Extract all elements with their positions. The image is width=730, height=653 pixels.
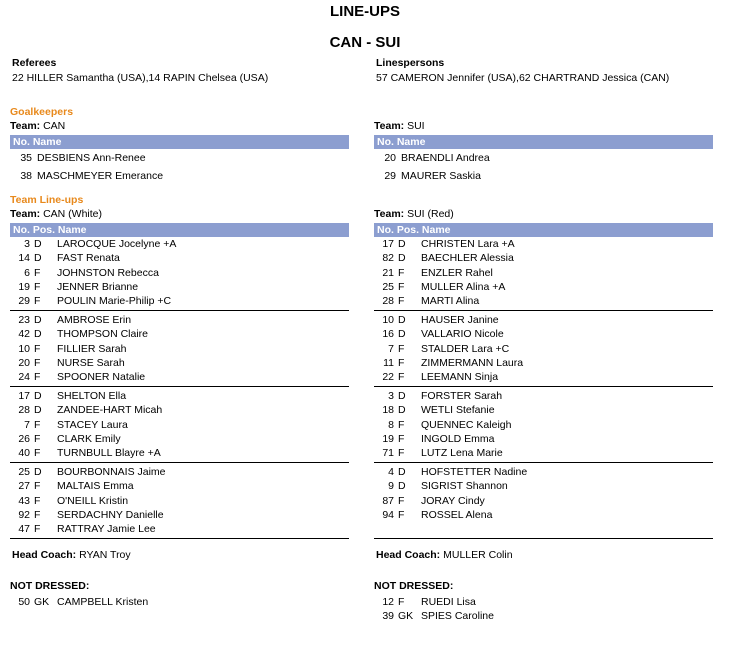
player-name: THOMPSON Claire [57, 328, 149, 341]
player-name: ROSSEL Alena [421, 508, 493, 521]
player-number: 3 [388, 390, 394, 402]
page-title: LINE-UPS [329, 3, 400, 20]
gk-row: 38 MASCHMEYER Emerance [20, 170, 164, 182]
player-number: 16 [382, 328, 394, 341]
player-position: D [398, 252, 406, 265]
line-separator [10, 538, 349, 539]
player-number: 47 [18, 523, 30, 536]
linespersons-label: Linespersons [376, 57, 445, 69]
not-dressed-label-left: NOT DRESSED: [10, 580, 90, 592]
player-name: ENZLER Rahel [421, 266, 493, 279]
lineup-header-left: No. Pos. Name [10, 223, 349, 237]
player-position: D [398, 328, 406, 341]
player-number: 28 [382, 295, 394, 308]
player-position: F [398, 342, 405, 355]
player-number: 10 [382, 314, 394, 326]
player-position: F [34, 280, 41, 293]
player-name: MARTI Alina [421, 295, 480, 308]
player-row [10, 418, 349, 432]
player-row [10, 251, 349, 265]
player-number: 25 [382, 280, 394, 293]
player-name: SIGRIST Shannon [421, 480, 508, 493]
player-row [374, 508, 713, 522]
lineup-team-left: Team: CAN (White) [10, 208, 102, 220]
line-separator [10, 386, 349, 387]
player-position: D [34, 404, 42, 417]
player-row [374, 356, 713, 370]
player-row [10, 280, 349, 294]
player-number: 29 [18, 295, 30, 308]
player-row [374, 237, 713, 251]
player-name: HAUSER Janine [421, 314, 499, 326]
match-title: CAN - SUI [329, 34, 401, 51]
player-number: 20 [18, 356, 30, 369]
player-position: F [398, 447, 405, 460]
line-block [374, 389, 713, 465]
player-row [10, 522, 349, 536]
player-position: F [34, 356, 41, 369]
player-number: 19 [18, 280, 30, 293]
line-separator [374, 310, 713, 311]
referees-label: Referees [12, 57, 57, 69]
gk-header-right: No. Name [374, 135, 713, 149]
player-name: STALDER Lara +C [421, 342, 510, 355]
player-position: D [398, 238, 406, 250]
player-position: F [398, 356, 405, 369]
line-block [10, 237, 349, 313]
player-number: 21 [382, 266, 394, 279]
player-number: 26 [18, 432, 30, 445]
player-position: D [34, 328, 42, 341]
player-row [10, 389, 349, 403]
line-separator [374, 462, 713, 463]
player-position: F [34, 342, 41, 355]
player-position: F [34, 371, 41, 384]
player-position: D [398, 390, 406, 402]
player-number: 23 [18, 314, 30, 326]
player-name: SERDACHNY Danielle [57, 508, 164, 521]
player-number: 87 [382, 494, 394, 507]
player-number: 40 [18, 447, 30, 460]
player-position: D [34, 390, 42, 402]
player-name: STACEY Laura [57, 418, 128, 431]
player-name: TURNBULL Blayre +A [57, 447, 161, 460]
player-name: BAECHLER Alessia [421, 252, 514, 265]
player-number: 24 [18, 371, 30, 384]
player-number: 14 [18, 252, 30, 265]
player-row [374, 342, 713, 356]
player-row [374, 313, 713, 327]
player-position: F [34, 418, 41, 431]
lineups-section-label: Team Line-ups [10, 194, 84, 206]
player-number: 4 [388, 466, 394, 478]
player-position: F [34, 480, 41, 493]
not-dressed-row: 50 GK CAMPBELL Kristen [18, 596, 149, 608]
player-name: LUTZ Lena Marie [421, 447, 503, 460]
gk-row: 29 MAURER Saskia [384, 170, 481, 182]
player-name: JORAY Cindy [421, 494, 485, 507]
player-name: NURSE Sarah [57, 356, 125, 369]
player-position: F [34, 266, 41, 279]
player-row [374, 266, 713, 280]
line-separator [10, 462, 349, 463]
player-name: CLARK Emily [57, 432, 121, 445]
player-position: D [398, 314, 406, 326]
gk-header-left: No. Name [10, 135, 349, 149]
player-name: HOFSTETTER Nadine [421, 466, 528, 478]
player-row [374, 465, 713, 479]
player-number: 71 [382, 447, 394, 460]
player-position: D [34, 252, 42, 265]
player-position: F [34, 295, 41, 308]
player-name: WETLI Stefanie [421, 404, 495, 417]
player-row [10, 432, 349, 446]
referees-value: 22 HILLER Samantha (USA),14 RAPIN Chelsea (USA) [12, 72, 269, 84]
player-number: 94 [382, 508, 394, 521]
player-row [374, 251, 713, 265]
head-coach-right: Head Coach: MULLER Colin [376, 549, 513, 561]
player-number: 42 [18, 328, 30, 341]
line-block [10, 389, 349, 465]
player-row [10, 342, 349, 356]
player-number: 6 [24, 266, 30, 279]
player-row [374, 418, 713, 432]
not-dressed-label-right: NOT DRESSED: [374, 580, 454, 592]
player-number: 19 [382, 432, 394, 445]
head-coach-left: Head Coach: RYAN Troy [12, 549, 131, 561]
player-position: F [34, 523, 41, 536]
player-number: 9 [388, 480, 394, 493]
gk-list-left [10, 151, 349, 187]
player-row [374, 403, 713, 417]
player-name: FORSTER Sarah [421, 390, 503, 402]
player-row [10, 403, 349, 417]
player-row [10, 479, 349, 493]
lineup-team-right: Team: SUI (Red) [374, 208, 454, 220]
player-name: ZIMMERMANN Laura [421, 356, 524, 369]
player-position: F [398, 508, 405, 521]
player-position: F [398, 418, 405, 431]
lineup-list-right [374, 237, 713, 541]
line-separator [374, 386, 713, 387]
player-number: 17 [382, 238, 394, 250]
player-row [374, 389, 713, 403]
player-name: SPOONER Natalie [57, 371, 146, 384]
player-row [10, 446, 349, 460]
player-row [374, 446, 713, 460]
player-name: JOHNSTON Rebecca [57, 266, 159, 279]
player-number: 82 [382, 252, 394, 265]
player-row [10, 327, 349, 341]
player-position: F [34, 508, 41, 521]
gk-team-right: Team: SUI [374, 120, 425, 132]
player-position: F [398, 280, 405, 293]
player-row [374, 432, 713, 446]
gk-team-left: Team: CAN [10, 120, 66, 132]
player-name: MULLER Alina +A [421, 280, 506, 293]
player-row [10, 494, 349, 508]
player-position: D [34, 238, 42, 250]
player-row [374, 370, 713, 384]
player-position: D [34, 314, 42, 326]
player-number: 8 [388, 418, 394, 431]
player-position: F [34, 432, 41, 445]
player-name: ZANDEE-HART Micah [57, 404, 163, 417]
not-dressed-list-right [374, 595, 494, 624]
player-name: QUENNEC Kaleigh [421, 418, 512, 431]
not-dressed-row: 39 GK SPIES Caroline [382, 610, 494, 623]
line-separator [10, 310, 349, 311]
line-block [374, 237, 713, 313]
gk-row: 20 BRAENDLI Andrea [384, 152, 490, 164]
player-number: 43 [18, 494, 30, 507]
player-position: F [34, 494, 41, 507]
player-name: AMBROSE Erin [57, 314, 132, 326]
player-position: F [398, 371, 405, 384]
player-number: 92 [18, 508, 30, 521]
player-name: BOURBONNAIS Jaime [57, 466, 166, 478]
player-row [10, 370, 349, 384]
player-number: 18 [382, 404, 394, 417]
player-row [10, 266, 349, 280]
line-block [10, 313, 349, 389]
player-number: 11 [383, 356, 394, 369]
gk-row: 35 DESBIENS Ann-Renee [20, 152, 146, 164]
line-block [10, 465, 349, 541]
player-position: F [398, 295, 405, 308]
player-number: 10 [18, 342, 30, 355]
player-number: 27 [18, 480, 30, 493]
player-name: FILLIER Sarah [57, 342, 127, 355]
not-dressed-row: 12 F RUEDI Lisa [382, 596, 476, 608]
gk-list-right [374, 151, 713, 187]
player-row [10, 313, 349, 327]
player-name: LEEMANN Sinja [421, 371, 499, 384]
lineup-header-right: No. Pos. Name [374, 223, 713, 237]
lineup-list-left [10, 237, 349, 541]
player-position: F [398, 266, 405, 279]
player-position: F [34, 447, 41, 460]
player-number: 22 [382, 371, 394, 384]
player-position: D [398, 466, 406, 478]
player-name: RATTRAY Jamie Lee [57, 523, 156, 536]
player-number: 17 [18, 390, 30, 402]
player-row [374, 280, 713, 294]
line-separator [374, 538, 713, 539]
player-position: F [398, 494, 405, 507]
player-position: F [398, 432, 405, 445]
player-name: CHRISTEN Lara +A [421, 238, 515, 250]
player-name: MALTAIS Emma [57, 480, 134, 493]
linespersons-value: 57 CAMERON Jennifer (USA),62 CHARTRAND Jessica (CAN) [376, 72, 670, 84]
player-name: SHELTON Ella [57, 390, 127, 402]
player-row [374, 479, 713, 493]
player-name: INGOLD Emma [421, 432, 495, 445]
not-dressed-list-left [10, 595, 148, 609]
player-name: JENNER Brianne [57, 280, 139, 293]
player-row [10, 356, 349, 370]
player-position: D [398, 404, 406, 417]
player-row [10, 508, 349, 522]
goalkeepers-section-label: Goalkeepers [10, 106, 74, 118]
player-name: VALLARIO Nicole [421, 328, 504, 341]
player-number: 7 [388, 342, 394, 355]
player-row [10, 294, 349, 308]
line-block [374, 313, 713, 389]
line-block [374, 465, 713, 541]
player-number: 28 [18, 404, 30, 417]
player-number: 3 [24, 238, 30, 250]
player-name: POULIN Marie-Philip +C [57, 295, 172, 308]
player-row [374, 494, 713, 508]
player-position: D [34, 466, 42, 478]
player-row [10, 465, 349, 479]
player-row [374, 327, 713, 341]
player-name: LAROCQUE Jocelyne +A [57, 238, 177, 250]
player-name: O'NEILL Kristin [57, 494, 129, 507]
player-row [10, 237, 349, 251]
player-row [374, 294, 713, 308]
player-position: D [398, 480, 406, 493]
player-number: 25 [18, 466, 30, 478]
player-name: FAST Renata [57, 252, 120, 265]
player-number: 7 [24, 418, 30, 431]
